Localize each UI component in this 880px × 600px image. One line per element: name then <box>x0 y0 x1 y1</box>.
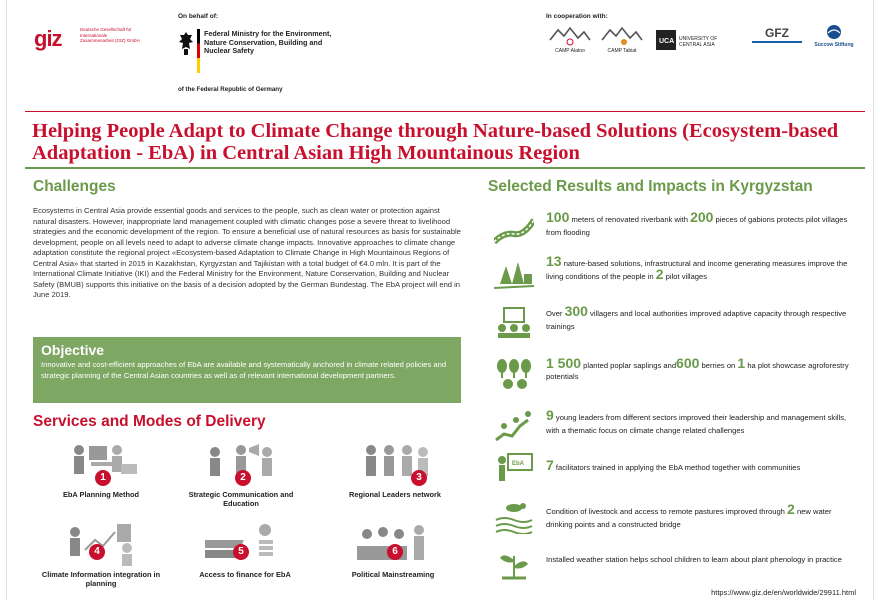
trees-icon <box>494 358 534 392</box>
leaders-icon <box>494 410 534 444</box>
camp-alatoo-logo: CAMP Alatoo <box>548 26 592 54</box>
service-item-2 <box>176 440 306 508</box>
service-number: 2 <box>235 470 251 486</box>
challenges-heading: Challenges <box>33 178 116 195</box>
title-rule <box>25 167 865 169</box>
service-number: 6 <box>387 544 403 560</box>
page-title: Helping People Adapt to Climate Change through Nature-based Solutions (Ecosystem-based Adaptation - EbA) in Central Asian High Mountainous Region <box>32 120 839 164</box>
service-label: Political Mainstreaming <box>351 570 435 579</box>
climate-info-icon <box>61 520 141 568</box>
giz-subtitle: Deutsche Gesellschaft für Internationale Zusammenarbeit (GIZ) GmbH <box>80 27 140 43</box>
svg-text:UCA: UCA <box>659 38 675 45</box>
forest-icon <box>494 256 534 290</box>
svg-text:EbA: EbA <box>512 461 524 467</box>
on-behalf-label: On behalf of: <box>178 13 219 20</box>
title-rule-top <box>25 111 865 112</box>
facilitator-icon <box>494 452 534 486</box>
service-label: Strategic Communication and Education <box>188 490 294 508</box>
service-number: 4 <box>89 544 105 560</box>
cooperation-label: In cooperation with: <box>546 13 608 20</box>
service-label: Climate Information integration in planning <box>41 570 161 588</box>
service-number: 5 <box>233 544 249 560</box>
german-flag-icon <box>197 29 200 73</box>
results-heading: Selected Results and Impacts in Kyrgyzstan <box>488 178 813 195</box>
eagle-icon <box>178 30 194 58</box>
challenges-text: Ecosystems in Central Asia provide essential goods and services to the people, such as clean water or protection against natural disasters. However, inappropriate land management coupled with climatic changes pose a severe threat to livelihood strategies and the economic development of the region. To ensure a beneficial use of natural resources as basis for sustainable development, people on all levels need to adapt to adverse climate change impacts. Innovative approaches to climate change adaptation constitute the regional project «Ecosystem-based Adaptation to Climate Change in High Mountainous Regions of Central Asia» that started in 2015 in Kazakhstan, Kyrgyzstan and Tajikistan with a total budget of €4.0 mln. It is part of the International Climate Initiative (IKI) and the Federal Ministry for the Environment, Nature Conservation, Building and Nuclear Safety (BMUB) supports this initiative on the basis of a decision adopted by the German Bundestag. The EbA project will end in June 2019. <box>33 206 461 299</box>
objective-box <box>33 337 461 403</box>
service-label: Regional Leaders network <box>349 490 441 499</box>
camp-tabiat-logo: CAMP Tabiat <box>600 26 644 54</box>
uca-logo: UCA UNIVERSITY OF CENTRAL ASIA <box>656 30 736 50</box>
plant-icon <box>494 548 534 582</box>
service-item-1 <box>36 440 166 499</box>
finance-icon <box>205 520 285 568</box>
service-number: 1 <box>95 470 111 486</box>
objective-text: Innovative and cost-efficient approaches of EbA are available and systematically anchored in climate related policies and strategic planning of the Central Asian countries as well as of relevant international development partners. <box>41 360 447 380</box>
republic-label: of the Federal Republic of Germany <box>178 86 283 93</box>
service-item-5 <box>180 520 310 579</box>
service-number: 3 <box>411 470 427 486</box>
giz-logo: giz <box>34 26 62 51</box>
objective-heading: Objective <box>41 342 105 358</box>
riverbank-icon <box>494 212 534 246</box>
livestock-icon <box>494 500 534 534</box>
project-url[interactable]: https://www.giz.de/en/worldwide/29911.html <box>711 588 856 597</box>
training-icon <box>494 306 534 340</box>
service-item-3 <box>330 440 460 499</box>
services-heading: Services and Modes of Delivery <box>33 413 266 430</box>
succow-logo: Succow Stiftung <box>812 24 856 48</box>
gfz-logo: GFZ <box>752 26 802 43</box>
service-item-4 <box>36 520 166 588</box>
service-item-6 <box>328 520 458 579</box>
ministry-name: Federal Ministry for the Environment, Nature Conservation, Building and Nuclear Safety <box>204 29 332 56</box>
service-label: EbA Planning Method <box>62 490 140 499</box>
service-label: Access to finance for EbA <box>199 570 291 579</box>
